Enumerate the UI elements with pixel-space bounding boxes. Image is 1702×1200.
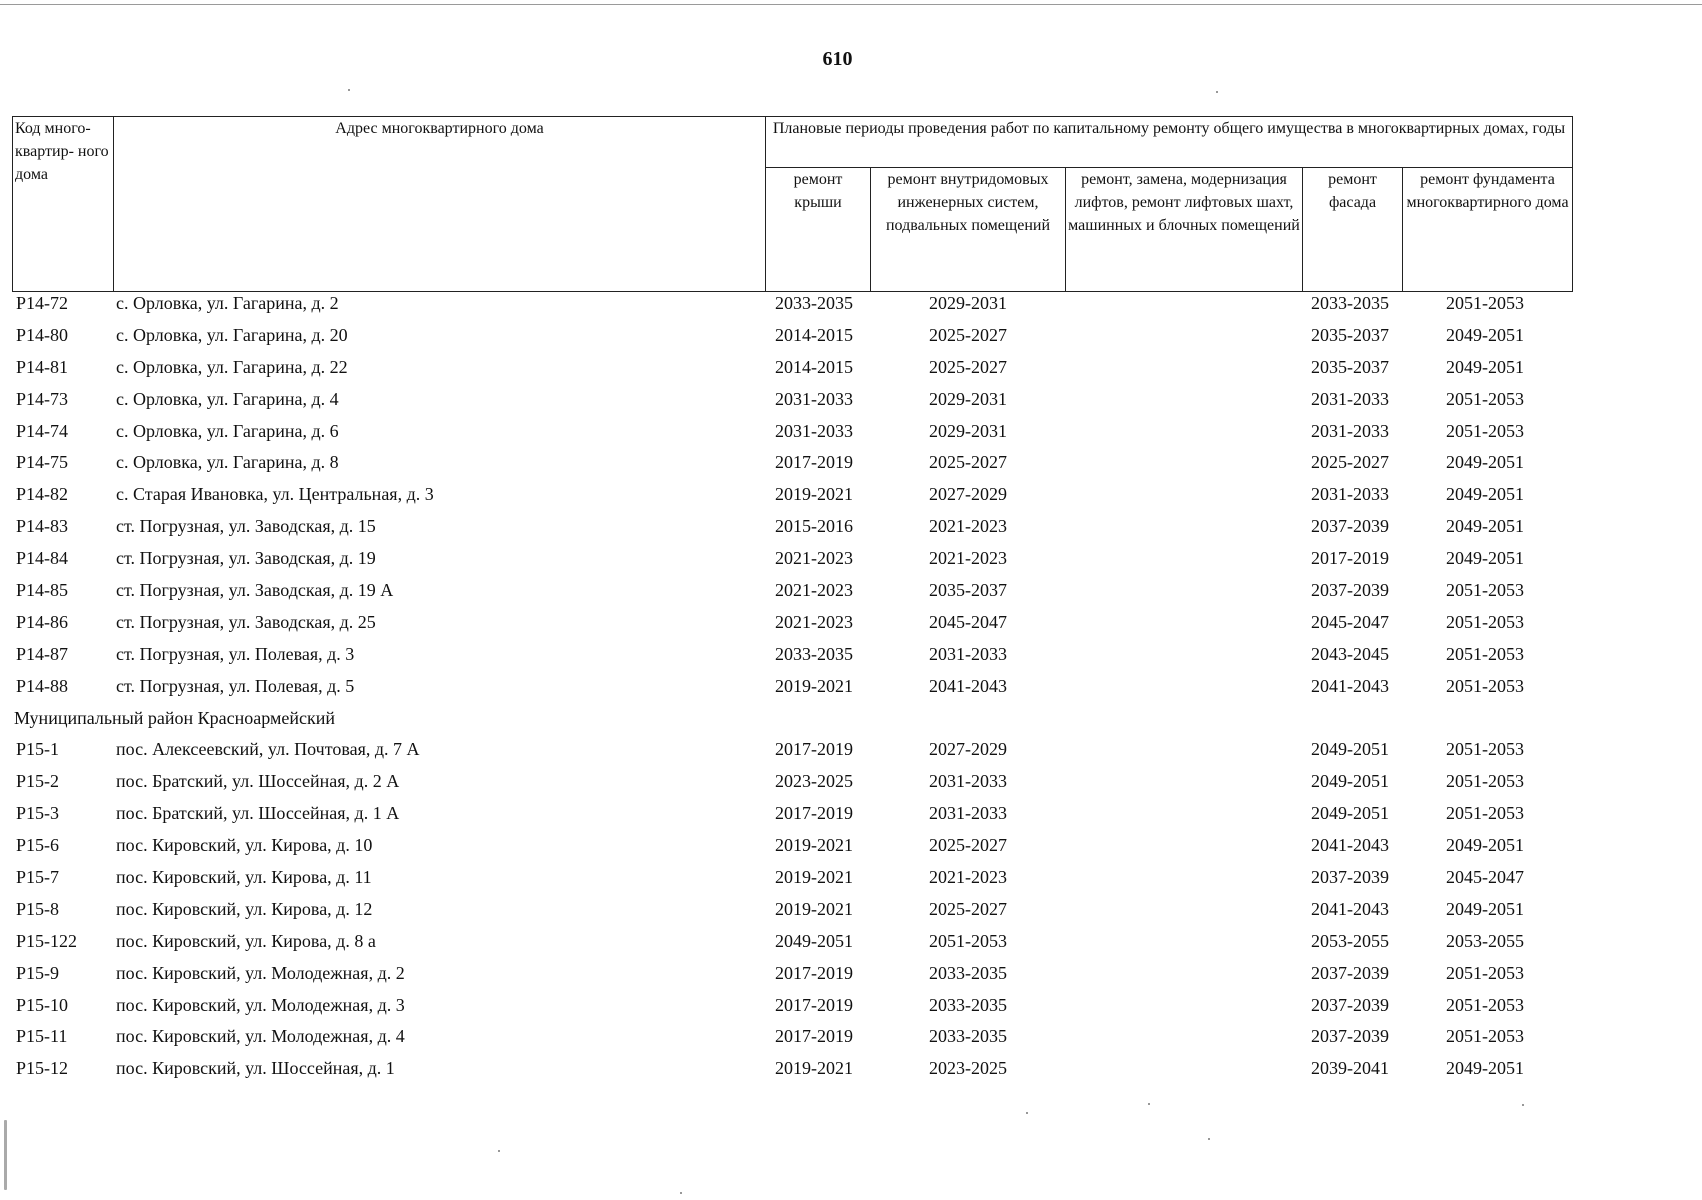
cell-facade: 2035-2037 [1311,324,1389,345]
cell-address: пос. Кировский, ул. Молодежная, д. 4 [116,1026,405,1047]
cell-address: с. Орловка, ул. Гагарина, д. 20 [116,324,348,345]
cell-engineering: 2023-2025 [929,1058,1007,1079]
header-engineering: ремонт внутридомовых инженерных систем, подвальных помещений [871,168,1066,292]
cell-address: с. Старая Ивановка, ул. Центральная, д. 3 [116,484,434,505]
cell-roof: 2021-2023 [775,611,853,632]
cell-foundation: 2049-2051 [1446,898,1524,919]
cell-roof: 2019-2021 [775,867,853,888]
scan-edge-mark [4,1120,7,1190]
cell-address: с. Орловка, ул. Гагарина, д. 8 [116,452,339,473]
cell-code: Р14-75 [16,452,69,473]
scan-edge-line [0,4,1702,5]
cell-code: Р14-81 [16,356,69,377]
scan-speck [680,1192,682,1194]
cell-foundation: 2051-2053 [1446,739,1524,760]
cell-engineering: 2035-2037 [929,580,1007,601]
cell-engineering: 2033-2035 [929,1026,1007,1047]
cell-code: Р14-88 [16,675,69,696]
cell-engineering: 2045-2047 [929,611,1007,632]
header-address: Адрес многоквартирного дома [114,117,766,292]
cell-facade: 2017-2019 [1311,548,1389,569]
section-title: Муниципальный район Красноармейский [14,707,336,728]
cell-roof: 2019-2021 [775,898,853,919]
cell-roof: 2023-2025 [775,771,853,792]
cell-code: Р15-12 [16,1058,69,1079]
cell-address: ст. Погрузная, ул. Заводская, д. 19 А [116,580,394,601]
scan-speck [1026,1112,1028,1114]
table-row [0,926,1702,958]
cell-engineering: 2033-2035 [929,962,1007,983]
cell-engineering: 2025-2027 [929,356,1007,377]
cell-code: Р15-7 [16,867,60,888]
cell-engineering: 2025-2027 [929,324,1007,345]
table-row [0,894,1702,926]
table-row [0,447,1702,479]
cell-address: пос. Кировский, ул. Кирова, д. 10 [116,835,373,856]
cell-foundation: 2049-2051 [1446,548,1524,569]
header-roof: ремонт крыши [766,168,871,292]
cell-roof: 2031-2033 [775,388,853,409]
cell-code: Р15-2 [16,771,60,792]
table-header [12,116,1573,292]
cell-engineering: 2029-2031 [929,420,1007,441]
cell-roof: 2017-2019 [775,739,853,760]
cell-facade: 2053-2055 [1311,930,1389,951]
cell-address: пос. Кировский, ул. Кирова, д. 11 [116,867,372,888]
table-row [0,766,1702,798]
cell-facade: 2049-2051 [1311,803,1389,824]
cell-foundation: 2051-2053 [1446,803,1524,824]
cell-foundation: 2051-2053 [1446,611,1524,632]
cell-code: Р14-72 [16,293,69,313]
cell-roof: 2031-2033 [775,420,853,441]
cell-foundation: 2051-2053 [1446,580,1524,601]
cell-roof: 2014-2015 [775,356,853,377]
cell-foundation: 2051-2053 [1446,293,1524,313]
cell-address: пос. Кировский, ул. Молодежная, д. 3 [116,994,405,1015]
cell-foundation: 2051-2053 [1446,643,1524,664]
cell-facade: 2041-2043 [1311,675,1389,696]
cell-facade: 2041-2043 [1311,835,1389,856]
cell-engineering: 2031-2033 [929,803,1007,824]
cell-facade: 2033-2035 [1311,293,1389,313]
cell-address: с. Орловка, ул. Гагарина, д. 6 [116,420,339,441]
cell-address: ст. Погрузная, ул. Полевая, д. 3 [116,643,355,664]
cell-roof: 2017-2019 [775,803,853,824]
cell-facade: 2037-2039 [1311,962,1389,983]
cell-address: с. Орловка, ул. Гагарина, д. 2 [116,293,339,313]
cell-engineering: 2021-2023 [929,516,1007,537]
cell-address: пос. Кировский, ул. Кирова, д. 8 а [116,930,376,951]
cell-address: пос. Кировский, ул. Шоссейная, д. 1 [116,1058,395,1079]
cell-code: Р14-87 [16,643,69,664]
table-row [0,416,1702,448]
cell-address: с. Орловка, ул. Гагарина, д. 4 [116,388,339,409]
cell-foundation: 2045-2047 [1446,867,1524,888]
cell-facade: 2037-2039 [1311,1026,1389,1047]
cell-address: с. Орловка, ул. Гагарина, д. 22 [116,356,348,377]
table-row [0,1021,1702,1053]
cell-engineering: 2021-2023 [929,548,1007,569]
scan-speck [348,89,350,91]
cell-engineering: 2041-2043 [929,675,1007,696]
table-row [0,607,1702,639]
cell-code: Р14-84 [16,548,69,569]
header-lift: ремонт, замена, модернизация лифтов, ремонт лифтовых шахт, машинных и блочных помещений [1066,168,1303,292]
table-row [0,575,1702,607]
cell-facade: 2037-2039 [1311,867,1389,888]
cell-facade: 2049-2051 [1311,771,1389,792]
table-body [0,288,1702,1085]
cell-facade: 2031-2033 [1311,484,1389,505]
table-row [0,543,1702,575]
cell-roof: 2033-2035 [775,293,853,313]
header-periods: Плановые периоды проведения работ по капитальному ремонту общего имущества в многоквартирных домах, годы [766,117,1573,168]
cell-roof: 2019-2021 [775,675,853,696]
cell-roof: 2033-2035 [775,643,853,664]
table-row [0,320,1702,352]
scan-speck [498,1150,500,1152]
table-row [0,798,1702,830]
cell-code: Р15-3 [16,803,60,824]
cell-foundation: 2049-2051 [1446,484,1524,505]
cell-facade: 2041-2043 [1311,898,1389,919]
cell-address: пос. Кировский, ул. Молодежная, д. 2 [116,962,405,983]
cell-engineering: 2027-2029 [929,739,1007,760]
cell-facade: 2025-2027 [1311,452,1389,473]
cell-code: Р15-10 [16,994,69,1015]
cell-foundation: 2049-2051 [1446,1058,1524,1079]
scan-speck [1522,1104,1524,1106]
cell-facade: 2035-2037 [1311,356,1389,377]
cell-address: ст. Погрузная, ул. Полевая, д. 5 [116,675,355,696]
cell-facade: 2039-2041 [1311,1058,1389,1079]
table-row [0,862,1702,894]
cell-code: Р15-8 [16,898,60,919]
cell-foundation: 2049-2051 [1446,835,1524,856]
header-facade: ремонт фасада [1303,168,1403,292]
cell-engineering: 2029-2031 [929,293,1007,313]
table-row [0,288,1702,320]
cell-code: Р15-11 [16,1026,68,1047]
cell-address: пос. Алексеевский, ул. Почтовая, д. 7 А [116,739,420,760]
header-foundation: ремонт фундамента многоквартирного дома [1403,168,1573,292]
cell-foundation: 2049-2051 [1446,516,1524,537]
cell-code: Р14-80 [16,324,69,345]
cell-foundation: 2053-2055 [1446,930,1524,951]
cell-facade: 2037-2039 [1311,580,1389,601]
cell-address: пос. Братский, ул. Шоссейная, д. 1 А [116,803,400,824]
cell-address: пос. Кировский, ул. Кирова, д. 12 [116,898,373,919]
cell-address: ст. Погрузная, ул. Заводская, д. 25 [116,611,376,632]
cell-roof: 2021-2023 [775,580,853,601]
cell-engineering: 2029-2031 [929,388,1007,409]
cell-facade: 2031-2033 [1311,420,1389,441]
cell-roof: 2017-2019 [775,994,853,1015]
cell-foundation: 2049-2051 [1446,452,1524,473]
cell-engineering: 2025-2027 [929,835,1007,856]
cell-foundation: 2049-2051 [1446,324,1524,345]
cell-foundation: 2051-2053 [1446,962,1524,983]
cell-code: Р15-1 [16,739,60,760]
cell-engineering: 2025-2027 [929,452,1007,473]
cell-engineering: 2027-2029 [929,484,1007,505]
cell-address: ст. Погрузная, ул. Заводская, д. 15 [116,516,376,537]
cell-roof: 2019-2021 [775,1058,853,1079]
cell-code: Р14-83 [16,516,69,537]
cell-facade: 2037-2039 [1311,516,1389,537]
cell-roof: 2014-2015 [775,324,853,345]
cell-roof: 2019-2021 [775,484,853,505]
cell-facade: 2045-2047 [1311,611,1389,632]
cell-foundation: 2051-2053 [1446,420,1524,441]
cell-code: Р14-85 [16,580,69,601]
section-row [0,703,1702,735]
table-row [0,479,1702,511]
cell-foundation: 2051-2053 [1446,994,1524,1015]
cell-code: Р15-6 [16,835,60,856]
cell-code: Р14-74 [16,420,69,441]
cell-engineering: 2031-2033 [929,771,1007,792]
cell-facade: 2043-2045 [1311,643,1389,664]
table-row [0,830,1702,862]
table-row [0,671,1702,703]
scan-speck [1208,1138,1210,1140]
table-row [0,990,1702,1022]
cell-roof: 2019-2021 [775,835,853,856]
table-row [0,352,1702,384]
cell-roof: 2049-2051 [775,930,853,951]
cell-roof: 2017-2019 [775,962,853,983]
cell-foundation: 2051-2053 [1446,771,1524,792]
cell-address: пос. Братский, ул. Шоссейная, д. 2 А [116,771,400,792]
table-row [0,734,1702,766]
table-row [0,639,1702,671]
table-row [0,511,1702,543]
cell-engineering: 2021-2023 [929,867,1007,888]
cell-roof: 2017-2019 [775,1026,853,1047]
cell-roof: 2021-2023 [775,548,853,569]
cell-engineering: 2033-2035 [929,994,1007,1015]
cell-facade: 2031-2033 [1311,388,1389,409]
cell-code: Р14-82 [16,484,69,505]
scan-speck [1148,1103,1150,1105]
cell-facade: 2037-2039 [1311,994,1389,1015]
cell-code: Р15-122 [16,930,78,951]
cell-foundation: 2051-2053 [1446,388,1524,409]
cell-foundation: 2051-2053 [1446,675,1524,696]
cell-facade: 2049-2051 [1311,739,1389,760]
cell-engineering: 2031-2033 [929,643,1007,664]
cell-code: Р14-73 [16,388,69,409]
table-row [0,384,1702,416]
cell-code: Р14-86 [16,611,69,632]
cell-address: ст. Погрузная, ул. Заводская, д. 19 [116,548,376,569]
cell-foundation: 2051-2053 [1446,1026,1524,1047]
cell-foundation: 2049-2051 [1446,356,1524,377]
table-row [0,958,1702,990]
cell-engineering: 2025-2027 [929,898,1007,919]
cell-roof: 2017-2019 [775,452,853,473]
cell-engineering: 2051-2053 [929,930,1007,951]
header-code: Код много- квартир- ного дома [13,117,114,292]
page-number: 610 [822,48,853,70]
table-row [0,1053,1702,1085]
cell-roof: 2015-2016 [775,516,853,537]
scan-speck [1216,91,1218,93]
cell-code: Р15-9 [16,962,60,983]
